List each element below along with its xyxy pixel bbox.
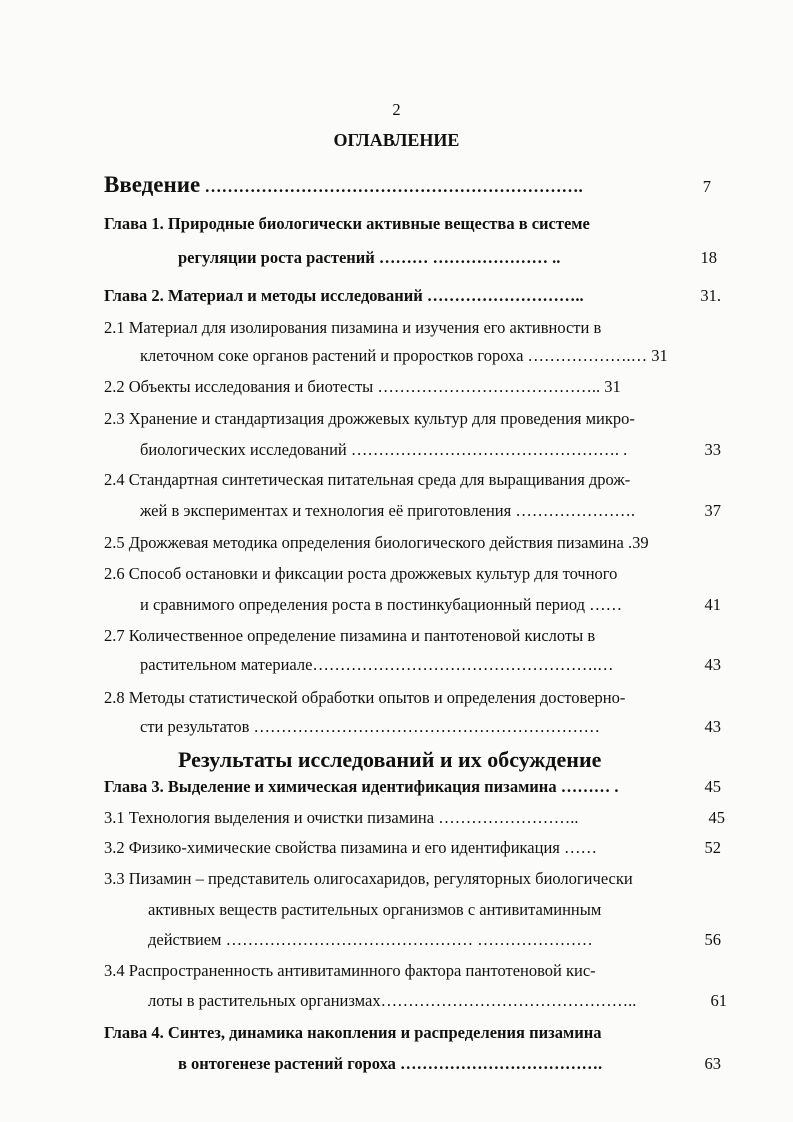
toc-2-8-line1: 2.8 Методы статистической обработки опытов и определения достоверно- <box>104 688 626 707</box>
toc-ch2-page: 31. <box>700 286 721 305</box>
toc-ch3: Глава 3. Выделение и химическая идентификация пизамина ……… . <box>104 777 619 796</box>
toc-ch4-page: 63 <box>704 1054 721 1073</box>
toc-ch2: Глава 2. Материал и методы исследований ……………………….. <box>104 286 584 305</box>
toc-2-5: 2.5 Дрожжевая методика определения биологического действия пизамина .39 <box>104 533 649 552</box>
toc-3-4-line1: 3.4 Распространенность антивитаминного фактора пантотеновой кис- <box>104 961 596 980</box>
toc-2-4-line2: жей в экспериментах и технология её приготовления …………………. <box>140 501 635 520</box>
toc-3-3-page: 56 <box>704 930 721 949</box>
toc-2-1-line1: 2.1 Материал для изолирования пизамина и изучения его активности в <box>104 318 602 337</box>
toc-intro-dots: …………………………………………………………. <box>200 177 583 196</box>
toc-2-7-page: 43 <box>704 655 721 674</box>
toc-2-3-line2: биологических исследований …………………………………………. . <box>140 440 628 459</box>
toc-2-1-line2: клеточном соке органов растений и проростков гороха ……………….… 31 <box>140 346 668 365</box>
toc-2-6-line2: и сравнимого определения роста в постинкубационный период …… <box>140 595 623 614</box>
page-number: 2 <box>392 100 401 119</box>
toc-ch1-page: 18 <box>700 248 717 267</box>
toc-3-2: 3.2 Физико-химические свойства пизамина и его идентификация …… <box>104 838 597 857</box>
toc-ch1-line2: регуляции роста растений ……… ………………… .. <box>178 248 561 267</box>
toc-3-3-line2: активных веществ растительных организмов с антивитаминным <box>148 900 602 919</box>
toc-3-2-page: 52 <box>704 838 721 857</box>
toc-3-1: 3.1 Технология выделения и очистки пизамина …………………….. <box>104 808 579 827</box>
toc-2-7-line2: растительном материале…………………………………………….… <box>140 655 614 674</box>
toc-2-6-page: 41 <box>704 595 721 614</box>
toc-2-4-line1: 2.4 Стандартная синтетическая питательная среда для выращивания дрож- <box>104 470 631 489</box>
toc-ch4-line2: в онтогенезе растений гороха ………………………………. <box>178 1054 603 1073</box>
page-title: ОГЛАВЛЕНИЕ <box>333 130 460 150</box>
toc-2-8-page: 43 <box>704 717 721 736</box>
toc-3-1-page: 45 <box>708 808 725 827</box>
toc-intro <box>104 172 583 200</box>
toc-2-7-line1: 2.7 Количественное определение пизамина и пантотеновой кислоты в <box>104 626 596 645</box>
toc-2-3-page: 33 <box>704 440 721 459</box>
toc-2-3-line1: 2.3 Хранение и стандартизация дрожжевых культур для проведения микро- <box>104 409 635 428</box>
toc-intro-page: 7 <box>702 177 711 196</box>
toc-2-6-line1: 2.6 Способ остановки и фиксации роста дрожжевых культур для точного <box>104 564 618 583</box>
toc-2-8-line2: сти результатов ……………………………………………………… <box>140 717 601 736</box>
toc-3-3-line3: действием ……………………………………… ………………… <box>148 930 593 949</box>
toc-3-3-line1: 3.3 Пизамин – представитель олигосахаридов, регуляторных биологически <box>104 869 633 888</box>
toc-ch1-line1: Глава 1. Природные биологически активные вещества в системе <box>104 214 590 233</box>
toc-2-4-page: 37 <box>704 501 721 520</box>
toc-intro-label: Введение <box>104 172 201 197</box>
toc-ch4-line1: Глава 4. Синтез, динамика накопления и распределения пизамина <box>104 1023 602 1042</box>
toc-2-2: 2.2 Объекты исследования и биотесты ………………………………….. 31 <box>104 377 621 396</box>
results-heading: Результаты исследований и их обсуждение <box>178 747 602 772</box>
toc-3-4-page: 61 <box>710 991 727 1010</box>
toc-ch3-page: 45 <box>704 777 721 796</box>
toc-3-4-line2: лоты в растительных организмах……………………………………….. <box>148 991 637 1010</box>
